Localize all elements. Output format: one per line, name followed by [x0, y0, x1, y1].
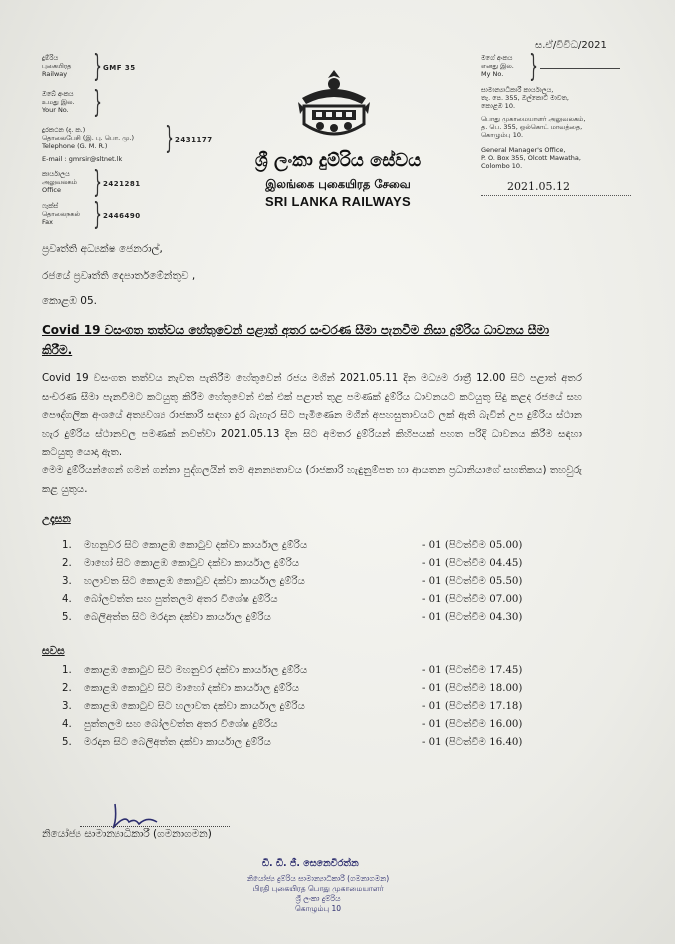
reference-number: ස.ඒ/විවිධ/2021	[535, 40, 607, 51]
my-no-line	[540, 68, 620, 69]
org-title-english: SRI LANKA RAILWAYS	[264, 194, 411, 209]
fax-field: ෆැක්ස් தொலைநகல் Fax	[42, 202, 80, 226]
your-no-field: ඔබේ අංකය உமது இல. Your No.	[42, 90, 75, 114]
date-underline	[481, 195, 631, 196]
morning-label: උදෑසන	[42, 513, 71, 525]
office-field: කාර්යාලය அலுவலகம் Office	[42, 170, 77, 194]
railway-ref-value: GMF 35	[103, 64, 136, 72]
list-item: 3. හලාවත සිට කොළඹ කොටුව දක්වා කාර්යාල දුම්රිය - 01 (පිටත්වීම 05.50)	[62, 576, 523, 587]
list-item: 1. මහනුවර සිට කොළඹ කොටුව දක්වා කාර්යාල දුම්රිය - 01 (පිටත්වීම 05.00)	[62, 540, 523, 551]
telephone-field: දුරකථන (ද. ක.) தொலைபேசி (இ. பு. பொ. மு.) Telephone (G. M. R.)	[42, 126, 135, 150]
brace-mark: }	[93, 197, 102, 232]
letter-date: 2021.05.12	[507, 180, 570, 193]
list-item: 2. මාහෝ සිට කොළඹ කොටුව දක්වා කාර්යාල දුම්රිය - 01 (පිටත්වීම 04.45)	[62, 558, 523, 569]
recipient-line-3: කොළඹ 05.	[42, 295, 97, 307]
my-no-field: මගේ අංකය எனது இல. My No.	[481, 54, 514, 78]
brace-mark: }	[93, 49, 102, 84]
evening-label: සවස	[42, 645, 65, 657]
signature-line	[80, 826, 230, 827]
subject-heading: Covid 19 වසංගත තත්වය හේතුවෙන් පළාත් අතර සංචරණ සීමා පැනවීම නිසා දුම්රිය ධාවනය සීමා කිරීම.	[42, 323, 550, 357]
signatory-name: ඩී. ඩී. ජී. සෙනෙවිරත්න	[262, 858, 359, 869]
signatory-designation: නියෝජ්‍ය සාමාන්‍යාධිකාරී (ගමනාගමන)	[42, 828, 212, 840]
email-line: E-mail : gmrsir@sltnet.lk	[42, 155, 123, 163]
telephone-value: 2431177	[175, 136, 213, 144]
list-item: 3. කොළඹ කොටුව සිට හලාවත දක්වා කාර්යාල දුම්රිය - 01 (පිටත්වීම 17.18)	[62, 701, 523, 712]
list-item: 5. බෙලිඅත්ත සිට මරදාන දක්වා කාර්යාල දුම්රිය - 01 (පිටත්වීම 04.30)	[62, 612, 523, 623]
address-english: General Manager's Office, P. O. Box 355, Olcott Mawatha, Colombo 10.	[481, 146, 581, 170]
list-item: 1. කොළඹ කොටුව සිට මහනුවර දක්වා කාර්යාල දුම්රිය - 01 (පිටත්වීම 17.45)	[62, 665, 523, 676]
recipient-line-2: රජයේ ප්‍රවෘත්ති දෙපාර්තමේන්තුව ,	[42, 270, 196, 282]
address-tamil: பொது முகாமையாளர் அலுவலகம், த. பெ. 355, ஒல்கொட் மாவத்தை, கொழும்பு 10.	[481, 115, 586, 139]
railway-emblem-icon	[296, 68, 372, 146]
brace-mark: }	[93, 165, 102, 200]
office-value: 2421281	[103, 180, 141, 188]
list-item: 4. බෝලවත්ත සහ පුත්තලම අතර විශේෂ දුම්රිය - 01 (පිටත්වීම 07.00)	[62, 594, 523, 605]
list-item: 2. කොළඹ කොටුව සිට මාහෝ දක්වා කාර්යාල දුම්රිය - 01 (පිටත්වීම 18.00)	[62, 683, 523, 694]
org-title-sinhala: ශ්‍රී ලංකා දුම්රිය සේවය	[254, 150, 422, 171]
org-title-tamil: இலங்கை புகையிரத சேவை	[265, 177, 411, 191]
railway-ref-field: දුම්රිය புகையிரத Railway	[42, 54, 72, 78]
official-stamp: නියෝජ්‍ය දුම්රිය සාමාන්‍යාධිකාරී (ගමනාගමන) பிரதி புகையிரத பொது முகாமையாளர் ශ්‍රී ලංකා දුම්රිය கொழும்பு 10	[246, 874, 390, 913]
paragraph-identity: මෙම දුම්රියන්ගෙන් ගමන් ගන්නා පුද්ගලයින් තම අනන්‍යතාවය (රාජකාරි හැඳුනුම්පත හා ආයතන ප්‍රධානියාගේ සහතිකය) තහවුරු කළ යුතුය.	[42, 465, 582, 495]
list-item: 5. මරදාන සිට බෙලිඅත්ත දක්වා කාර්යාල දුම්රිය - 01 (පිටත්වීම 16.40)	[62, 737, 523, 748]
list-item: 4. පුත්තලම සහ බෝලවත්ත අතර විශේෂ දුම්රිය - 01 (පිටත්වීම 16.00)	[62, 719, 523, 730]
brace-mark: }	[165, 121, 174, 156]
brace-mark: }	[529, 49, 538, 84]
recipient-line-1: ප්‍රවෘත්ති අධ්‍යක්ෂ ජෙනරාල්,	[42, 243, 163, 255]
fax-value: 2446490	[103, 212, 141, 220]
paragraph-main: Covid 19 වසංගත තත්වය නැවත පැතිරීම හේතුවෙන් රජය මගින් 2021.05.11 දින මධ්‍යම රාත්‍රී 12.00 සිට පළාත් අතර සංචරණ සීමා පැනවීමට කටයුතු කිරීම හේතුවෙන් එක් එක් පළාත් තුළ පමණක් දුම්රිය ධාවනයට කටයුතු සිදු කළද රජයේ සහ පෞද්ගලික අංශයේ අත්‍යවශ්‍ය රාජකාරි සඳහා දුර බැහැර සිට පැමිණෙන මගීන් අපහසුතාවයට ලක් ඇති බැවින් උප දුම්රිය ස්ථාන හැර දුම්රිය ස්ථානවල පමණක් නවත්වා 2021.05.13 දින සිට අමතර දුම්රියන් කිහිපයක් පහත පරිදි ධාවනය කිරීම සඳහා කටයුතු යොදා ඇත.	[42, 373, 582, 458]
address-sinhala: සාමාන්‍යාධිකාරී කාර්යාලය, තැ. පෙ. 355, ඔල්කොට් මාවත, කොළඹ 10.	[481, 86, 569, 110]
brace-mark: }	[93, 85, 102, 120]
